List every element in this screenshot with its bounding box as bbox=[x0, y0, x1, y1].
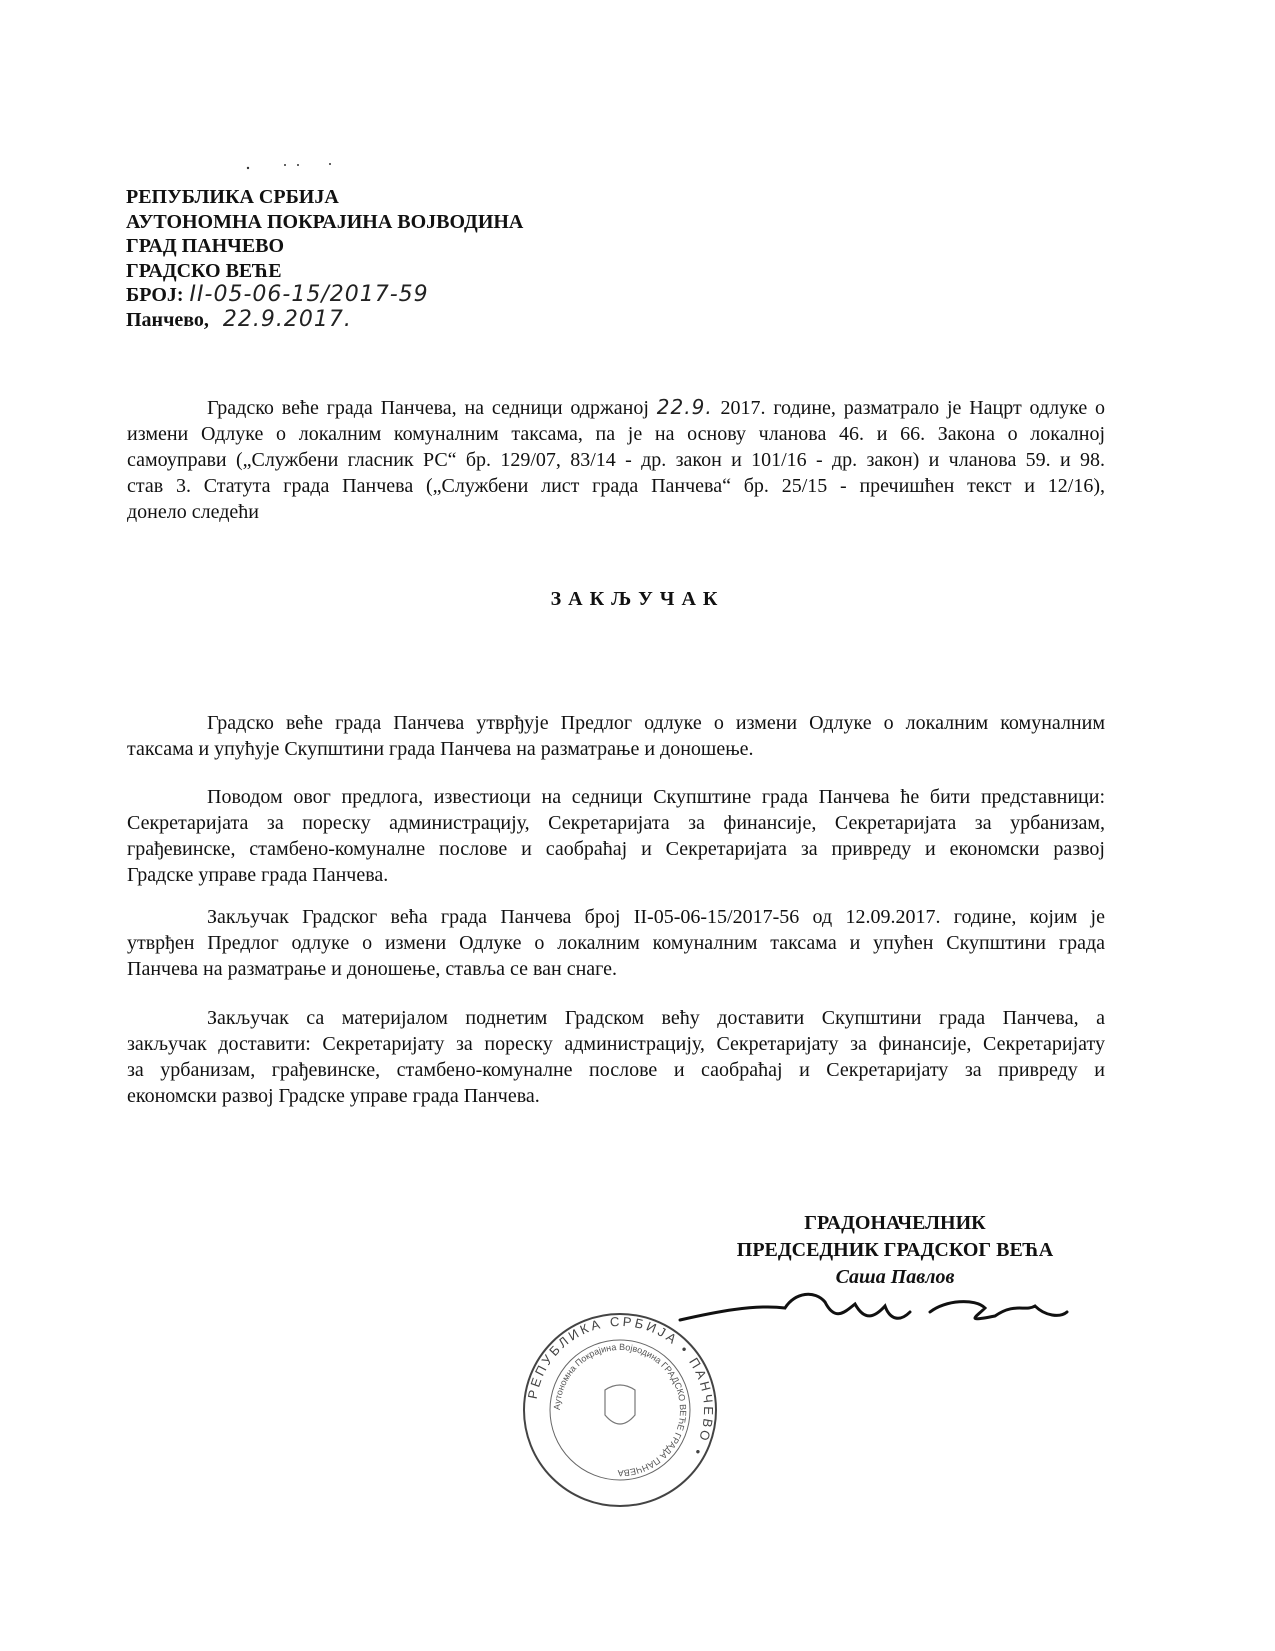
scan-speckle bbox=[240, 160, 340, 180]
signature-block bbox=[730, 1210, 1060, 1291]
paragraph-line: економски развој Градске управе града Панчева. bbox=[127, 1085, 540, 1107]
paragraph-line: таксама и упућује Скупштини града Панчева на разматрање и доношење. bbox=[127, 738, 754, 760]
paragraph-line: Секретаријата за пореску администрацију, Секретаријата за финансије, Секретаријата за урбанизам, bbox=[127, 812, 1105, 834]
paragraph-line: Закључак Градског већа града Панчева број II-05-06-15/2017-56 од 12.09.2017. године, којим је bbox=[207, 906, 1105, 928]
paragraph-line: закључак доставити: Секретаријату за пореску администрацију, Секретаријату за финансије, Секретаријату bbox=[127, 1033, 1105, 1055]
intro-text: 2017. године, разматрало је Нацрт одлуке о bbox=[720, 397, 1106, 419]
signatory-title: ГРАДОНАЧЕЛНИК bbox=[804, 1212, 986, 1234]
place-label: Панчево, bbox=[126, 308, 209, 331]
svg-text:РЕПУБЛИКА СРБИЈА • ПАНЧЕВО •: РЕПУБЛИКА СРБИЈА • ПАНЧЕВО • bbox=[524, 1313, 717, 1461]
paragraph-3 bbox=[127, 904, 1105, 982]
document-date bbox=[126, 308, 523, 333]
number-handwritten: II-05-06-15/2017-59 bbox=[189, 282, 429, 308]
signatory-title: ПРЕДСЕДНИК ГРАДСКОГ ВЕЋА bbox=[736, 1239, 1054, 1261]
paragraph-line: Градско веће града Панчева утврђује Предлог одлуке о измени Одлуке о локалним комуналним bbox=[207, 712, 1105, 734]
intro-line: измени Одлуке о локалним комуналним таксама, па је на основу чланова 46. и 66. Закона о локалној bbox=[127, 423, 1105, 445]
date-handwritten: 22.9.2017. bbox=[222, 306, 352, 332]
signature-scribble bbox=[675, 1282, 1075, 1342]
document-number bbox=[126, 283, 523, 308]
signatory-name: Саша Павлов bbox=[835, 1266, 955, 1288]
document-title: ЗАКЉУЧАК bbox=[550, 588, 725, 610]
document-header bbox=[126, 185, 523, 333]
paragraph-line: Панчева на разматрање и доношење, ставља се ван снаге. bbox=[127, 958, 617, 980]
header-line: ГРАДСКО ВЕЋЕ bbox=[126, 259, 282, 282]
paragraph-line: Градске управе града Панчева. bbox=[127, 864, 389, 886]
session-date-handwritten: 22.9. bbox=[656, 395, 713, 419]
paragraph-line: утврђен Предлог одлуке о измени Одлуке о локалним комуналним таксама и упућен Скупштини града bbox=[127, 932, 1105, 954]
intro-line bbox=[127, 394, 1105, 421]
paragraph-line: за урбанизам, грађевинске, стамбено-комуналне послове и саобраћај и Секретаријату за привреду и bbox=[127, 1059, 1105, 1081]
paragraph-line: Закључак са материјалом поднетим Градском већу доставити Скупштини града Панчева, а bbox=[207, 1007, 1105, 1029]
intro-paragraph bbox=[127, 394, 1105, 525]
header-line: РЕПУБЛИКА СРБИЈА bbox=[126, 186, 339, 208]
paragraph-4 bbox=[127, 1005, 1105, 1109]
intro-line: став 3. Статута града Панчева („Службени лист града Панчева“ бр. 25/15 - пречишћен текст и 12/16), bbox=[127, 475, 1105, 497]
official-stamp bbox=[520, 1310, 720, 1510]
intro-text: Градско веће града Панчева, на седници одржаној bbox=[207, 397, 649, 419]
paragraph-line: грађевинске, стамбено-комуналне послове и саобраћај и Секретаријата за привреду и економски развој bbox=[127, 838, 1105, 860]
header-line: АУТОНОМНА ПОКРАЈИНА ВОЈВОДИНА bbox=[126, 210, 524, 233]
header-line: ГРАД ПАНЧЕВО bbox=[126, 235, 285, 258]
paragraph-line: Поводом овог предлога, известиоци на седници Скупштине града Панчева ће бити представници: bbox=[207, 786, 1105, 808]
svg-text:Аутономна Покрајина Војводина: Аутономна Покрајина Војводина ГРАДСКО ВЕЋЕ ГРАДА ПАНЧЕВА bbox=[551, 1341, 689, 1479]
number-label: БРОЈ: bbox=[126, 284, 184, 307]
intro-line: самоуправи („Службени гласник РС“ бр. 129/07, 83/14 - др. закон и 101/16 - др. закон) и чланова 59. и 98. bbox=[127, 449, 1105, 471]
intro-line: донело следећи bbox=[127, 501, 259, 523]
paragraph-2 bbox=[127, 784, 1105, 888]
paragraph-1 bbox=[127, 710, 1105, 762]
